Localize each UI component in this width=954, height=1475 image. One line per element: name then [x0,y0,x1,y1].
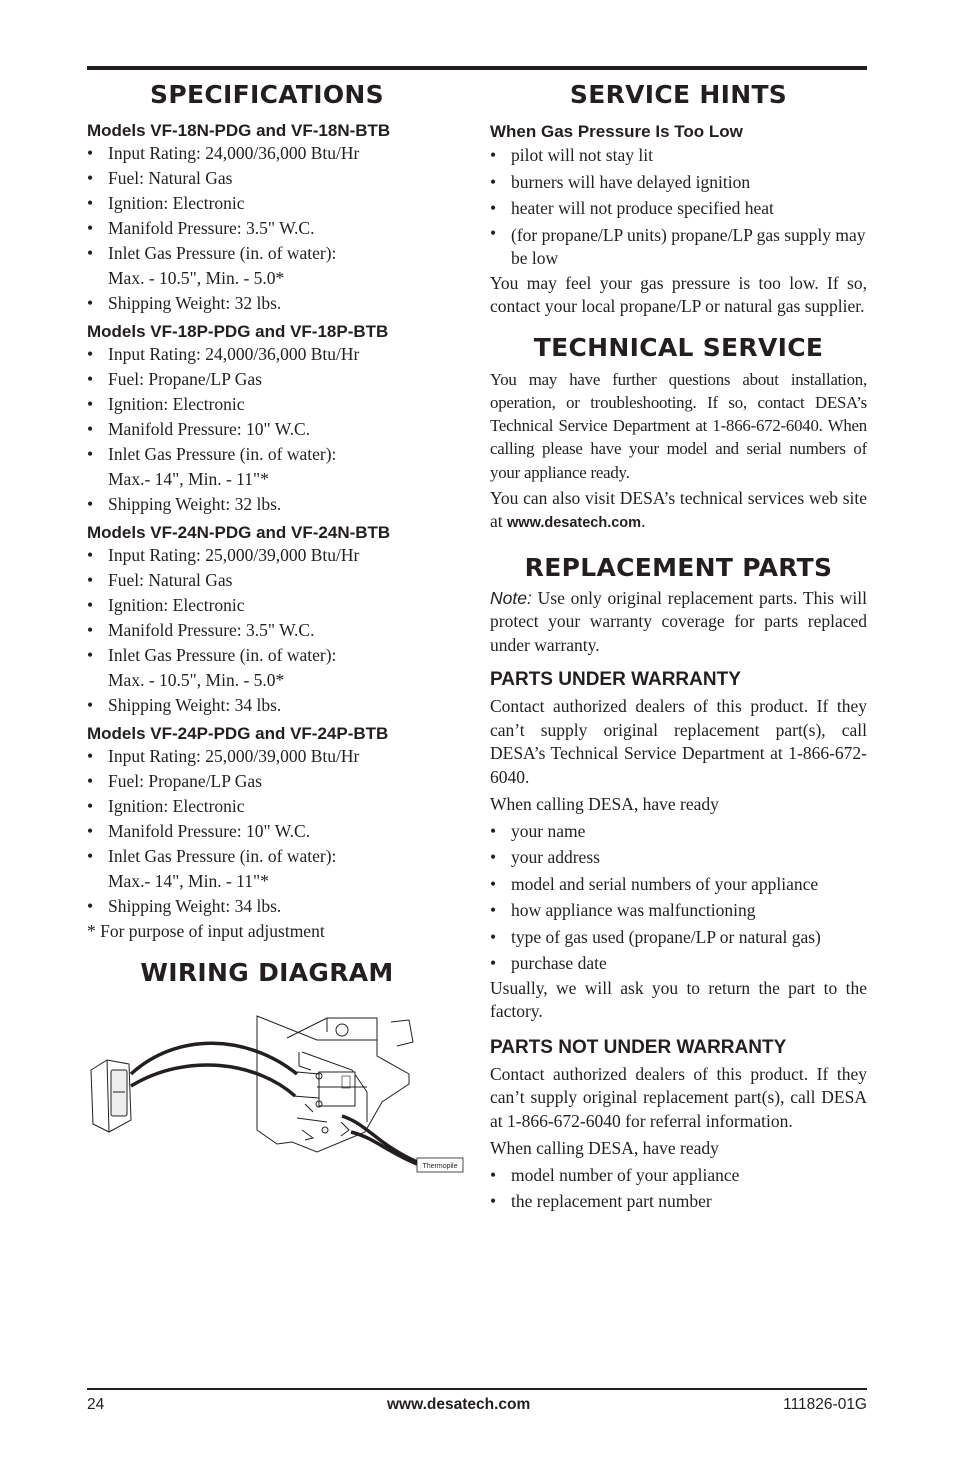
list-item: • model and serial numbers of your appliance [490,871,867,898]
list-item: • model number of your appliance [490,1162,867,1189]
list-item: • your name [490,818,867,845]
list-item: • Shipping Weight: 32 lbs. [87,291,447,316]
wiring-diagram-illustration [87,1012,467,1182]
technical-service-visit [490,487,867,536]
list-item: • how appliance was malfunctioning [490,897,867,924]
list-item: • Ignition: Electronic [87,392,447,417]
list-item: • Manifold Pressure: 10" W.C. [87,819,447,844]
list-item: • Input Rating: 25,000/39,000 Btu/Hr [87,744,447,769]
note-label: Note: [490,587,532,608]
service-hints-subheading: When Gas Pressure Is Too Low [490,122,743,141]
inlet-label: Inlet Gas Pressure (in. of water): [108,846,337,866]
list-item: • pilot will not stay lit [490,142,867,169]
return-part-text: Usually, we will ask you to return the part to the factory. [490,977,867,1022]
inlet-values: Max.- 14", Min. - 11"* [108,469,269,489]
parts-under-warranty-heading: PARTS UNDER WARRANTY [490,669,741,691]
list-item: • Fuel: Propane/LP Gas [87,367,447,392]
list-item [87,241,447,291]
list-item: • Ignition: Electronic [87,191,447,216]
model-block [87,121,447,316]
list-item: • Manifold Pressure: 3.5" W.C. [87,216,447,241]
footer-url[interactable]: www.desatech.com [387,1396,531,1413]
spec-list [87,744,447,919]
list-item: • Input Rating: 24,000/36,000 Btu/Hr [87,342,447,367]
list-item: • Fuel: Propane/LP Gas [87,769,447,794]
parts-not-under-warranty-heading: PARTS NOT UNDER WARRANTY [490,1036,787,1058]
when-calling-text: When calling DESA, have ready [490,1138,719,1159]
website-link[interactable]: www.desatech.com [507,515,642,532]
replacement-note [490,587,867,658]
list-item: • Shipping Weight: 34 lbs. [87,894,447,919]
spec-list [87,342,447,517]
list-item: • Input Rating: 24,000/36,000 Btu/Hr [87,141,447,166]
list-item: • type of gas used (propane/LP or natural gas) [490,924,867,951]
parts-not-under-warranty-paragraph: Contact authorized dealers of this product. If they can’t supply original replacement part(s), call DESA at 1-866-672-6040 for referral information. [490,1063,867,1131]
model-block [87,523,447,718]
list-item: • Ignition: Electronic [87,593,447,618]
list-item [87,844,447,894]
model-block [87,322,447,517]
list-item: • Fuel: Natural Gas [87,568,447,593]
list-item: • your address [490,844,867,871]
list-item: • Input Rating: 25,000/39,000 Btu/Hr [87,543,447,568]
visit-text: You can also visit DESA’s technical services web site at [490,487,867,532]
parts-under-warranty-paragraph: Contact authorized dealers of this product. If they can’t supply original replacement part(s), call DESA’s Technical Service Department at 1-866-672-6040. [490,696,867,787]
model-heading: Models VF-24N-PDG and VF-24N-BTB [87,523,391,542]
service-hints-list [490,142,867,270]
note-text: Use only original replacement parts. This will protect your warranty coverage for parts replaced under warranty. [490,587,868,655]
list-item: • Fuel: Natural Gas [87,166,447,191]
spec-list [87,141,447,316]
replacement-parts-title: REPLACEMENT PARTS [524,552,833,582]
wiring-diagram-title: WIRING DIAGRAM [140,958,394,987]
list-item: • purchase date [490,950,867,977]
parts-under-warranty-list [490,818,867,977]
top-rule [87,66,867,70]
inlet-values: Max.- 14", Min. - 11"* [108,871,269,891]
model-block [87,724,447,944]
service-hints-paragraph: You may feel your gas pressure is too low. If so, contact your local propane/LP or natural gas supplier. [490,272,867,316]
wiring-diagram [87,1012,467,1182]
inlet-values: Max. - 10.5", Min. - 5.0* [108,268,285,288]
list-item: • Manifold Pressure: 3.5" W.C. [87,618,447,643]
list-item: • burners will have delayed ignition [490,169,867,196]
when-calling-text: When calling DESA, have ready [490,794,719,815]
technical-service-title: TECHNICAL SERVICE [533,332,824,362]
footnote: * For purpose of input adjustment [87,921,325,941]
specifications-title: SPECIFICATIONS [150,80,384,109]
document-code: 111826-01G [783,1396,867,1413]
list-item: • Shipping Weight: 32 lbs. [87,492,447,517]
list-item [87,643,447,693]
model-heading: Models VF-18N-PDG and VF-18N-BTB [87,121,391,140]
list-item: • the replacement part number [490,1188,867,1215]
visit-period: . [641,511,646,532]
spec-list [87,543,447,718]
list-item: • Manifold Pressure: 10" W.C. [87,417,447,442]
list-item [87,442,447,492]
page-number: 24 [87,1396,105,1413]
right-column [490,74,867,1215]
footer-rule [87,1388,867,1390]
list-item: • heater will not produce specified heat [490,195,867,222]
service-hints-title: SERVICE HINTS [569,80,788,109]
thermopile-label: Thermopile [422,1163,458,1170]
list-item: • Shipping Weight: 34 lbs. [87,693,447,718]
inlet-values: Max. - 10.5", Min. - 5.0* [108,670,285,690]
model-heading: Models VF-18P-PDG and VF-18P-BTB [87,322,389,341]
parts-not-under-warranty-list [490,1162,867,1215]
list-item: • Ignition: Electronic [87,794,447,819]
inlet-label: Inlet Gas Pressure (in. of water): [108,243,337,263]
inlet-label: Inlet Gas Pressure (in. of water): [108,645,337,665]
list-item: • (for propane/LP units) propane/LP gas supply may be low [490,222,867,270]
left-column [87,74,447,987]
inlet-label: Inlet Gas Pressure (in. of water): [108,444,337,464]
model-heading: Models VF-24P-PDG and VF-24P-BTB [87,724,389,743]
technical-service-paragraph: You may have further questions about installation, operation, or troubleshooting. If so, contact DESA’s Technical Service Department at 1-866-672-6040. When calling please have your model and serial numbers of your appliance ready. [490,369,867,482]
